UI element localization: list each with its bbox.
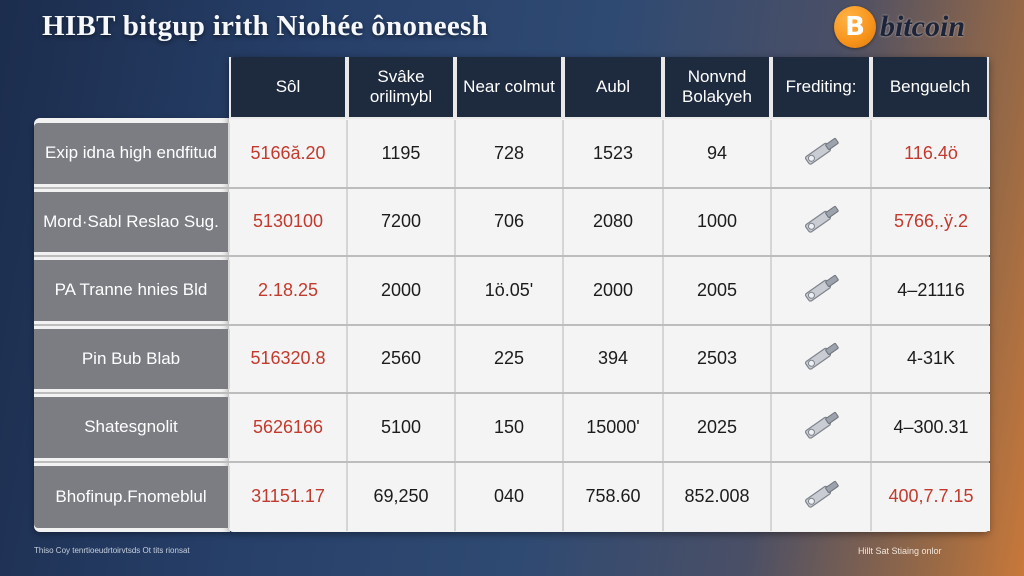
table-cell: 706 bbox=[456, 189, 564, 256]
table-cell: 394 bbox=[564, 326, 664, 393]
table-cell: 225 bbox=[456, 326, 564, 393]
table-cell: 5100 bbox=[348, 394, 456, 461]
table-cell: 5626166 bbox=[230, 394, 348, 461]
table-cell: 516320.8 bbox=[230, 326, 348, 393]
bitcoin-logo bbox=[834, 6, 965, 48]
wrench-icon bbox=[798, 199, 844, 244]
column-header: Benguelch bbox=[871, 57, 989, 119]
wrench-icon bbox=[798, 336, 844, 381]
table-cell: 1195 bbox=[348, 120, 456, 187]
table-cell: 400,7.7.15 bbox=[872, 463, 990, 532]
table-cell: 4–21116 bbox=[872, 257, 990, 324]
row-label: Shatesgnolit bbox=[34, 397, 230, 458]
column-header: Aubl bbox=[563, 57, 663, 119]
table-cell: 2560 bbox=[348, 326, 456, 393]
table-cell: 2080 bbox=[564, 189, 664, 256]
table-row bbox=[34, 326, 989, 395]
table-cell: 1ö.05' bbox=[456, 257, 564, 324]
row-label: Pin Bub Blab bbox=[34, 329, 230, 390]
table-row bbox=[34, 463, 989, 532]
table-cell: 728 bbox=[456, 120, 564, 187]
wrench-icon bbox=[798, 405, 844, 450]
tool-icon-cell bbox=[772, 257, 872, 324]
table-header bbox=[229, 57, 989, 119]
page-title: HIBT bitgup irith Niohée ônoneesh bbox=[42, 10, 489, 42]
table-cell: 94 bbox=[664, 120, 772, 187]
footer-caption-right: Hillt Sat Stiaing onlor bbox=[858, 546, 942, 556]
table-cell: 69,250 bbox=[348, 463, 456, 532]
table-cell: 040 bbox=[456, 463, 564, 532]
column-header: Nonvnd Bolakyeh bbox=[663, 57, 771, 119]
table-cell: 2000 bbox=[348, 257, 456, 324]
wrench-icon bbox=[798, 131, 844, 176]
tool-icon-cell bbox=[772, 326, 872, 393]
tool-icon-cell bbox=[772, 394, 872, 461]
table-body bbox=[34, 120, 989, 531]
tool-icon-cell bbox=[772, 120, 872, 187]
table-cell: 1523 bbox=[564, 120, 664, 187]
column-header: Sôl bbox=[229, 57, 347, 119]
table-cell: 4-31K bbox=[872, 326, 990, 393]
row-label: PA Tranne hnies Bld bbox=[34, 260, 230, 321]
tool-icon-cell bbox=[772, 463, 872, 532]
table-cell: 2503 bbox=[664, 326, 772, 393]
wrench-icon bbox=[798, 268, 844, 313]
table-cell: 852.008 bbox=[664, 463, 772, 532]
table-cell: 2.18.25 bbox=[230, 257, 348, 324]
row-label: Bhofinup.Fnomeblul bbox=[34, 466, 230, 529]
table-cell: 2005 bbox=[664, 257, 772, 324]
column-header: Frediting: bbox=[771, 57, 871, 119]
table-cell: 150 bbox=[456, 394, 564, 461]
column-header: Svâke orilimybl bbox=[347, 57, 455, 119]
table-cell: 4–300.31 bbox=[872, 394, 990, 461]
table-row bbox=[34, 394, 989, 463]
column-header: Near colmut bbox=[455, 57, 563, 119]
table-row bbox=[34, 257, 989, 326]
table-cell: 2025 bbox=[664, 394, 772, 461]
table-cell: 758.60 bbox=[564, 463, 664, 532]
table-cell: 31151.17 bbox=[230, 463, 348, 532]
table-row bbox=[34, 189, 989, 258]
table-cell: 5130100 bbox=[230, 189, 348, 256]
footer-caption-left: Thiso Coy tenrtioeudrtoirvtsds Ot tits rionsat bbox=[34, 546, 190, 555]
row-label: Mord·Sabl Reslao Sug. bbox=[34, 192, 230, 253]
table-cell: 5166ă.20 bbox=[230, 120, 348, 187]
wrench-icon bbox=[798, 474, 844, 519]
table-cell: 2000 bbox=[564, 257, 664, 324]
table-cell: 5766,.ÿ.2 bbox=[872, 189, 990, 256]
table-cell: 7200 bbox=[348, 189, 456, 256]
bitcoin-coin-icon: B bbox=[834, 6, 876, 48]
table-cell: 116.4ö bbox=[872, 120, 990, 187]
tool-icon-cell bbox=[772, 189, 872, 256]
brand-wordmark: bitcoin bbox=[880, 10, 966, 43]
table-cell: 15000' bbox=[564, 394, 664, 461]
table-row bbox=[34, 120, 989, 189]
table-cell: 1000 bbox=[664, 189, 772, 256]
row-label: Exip idna high endfitud bbox=[34, 123, 230, 184]
